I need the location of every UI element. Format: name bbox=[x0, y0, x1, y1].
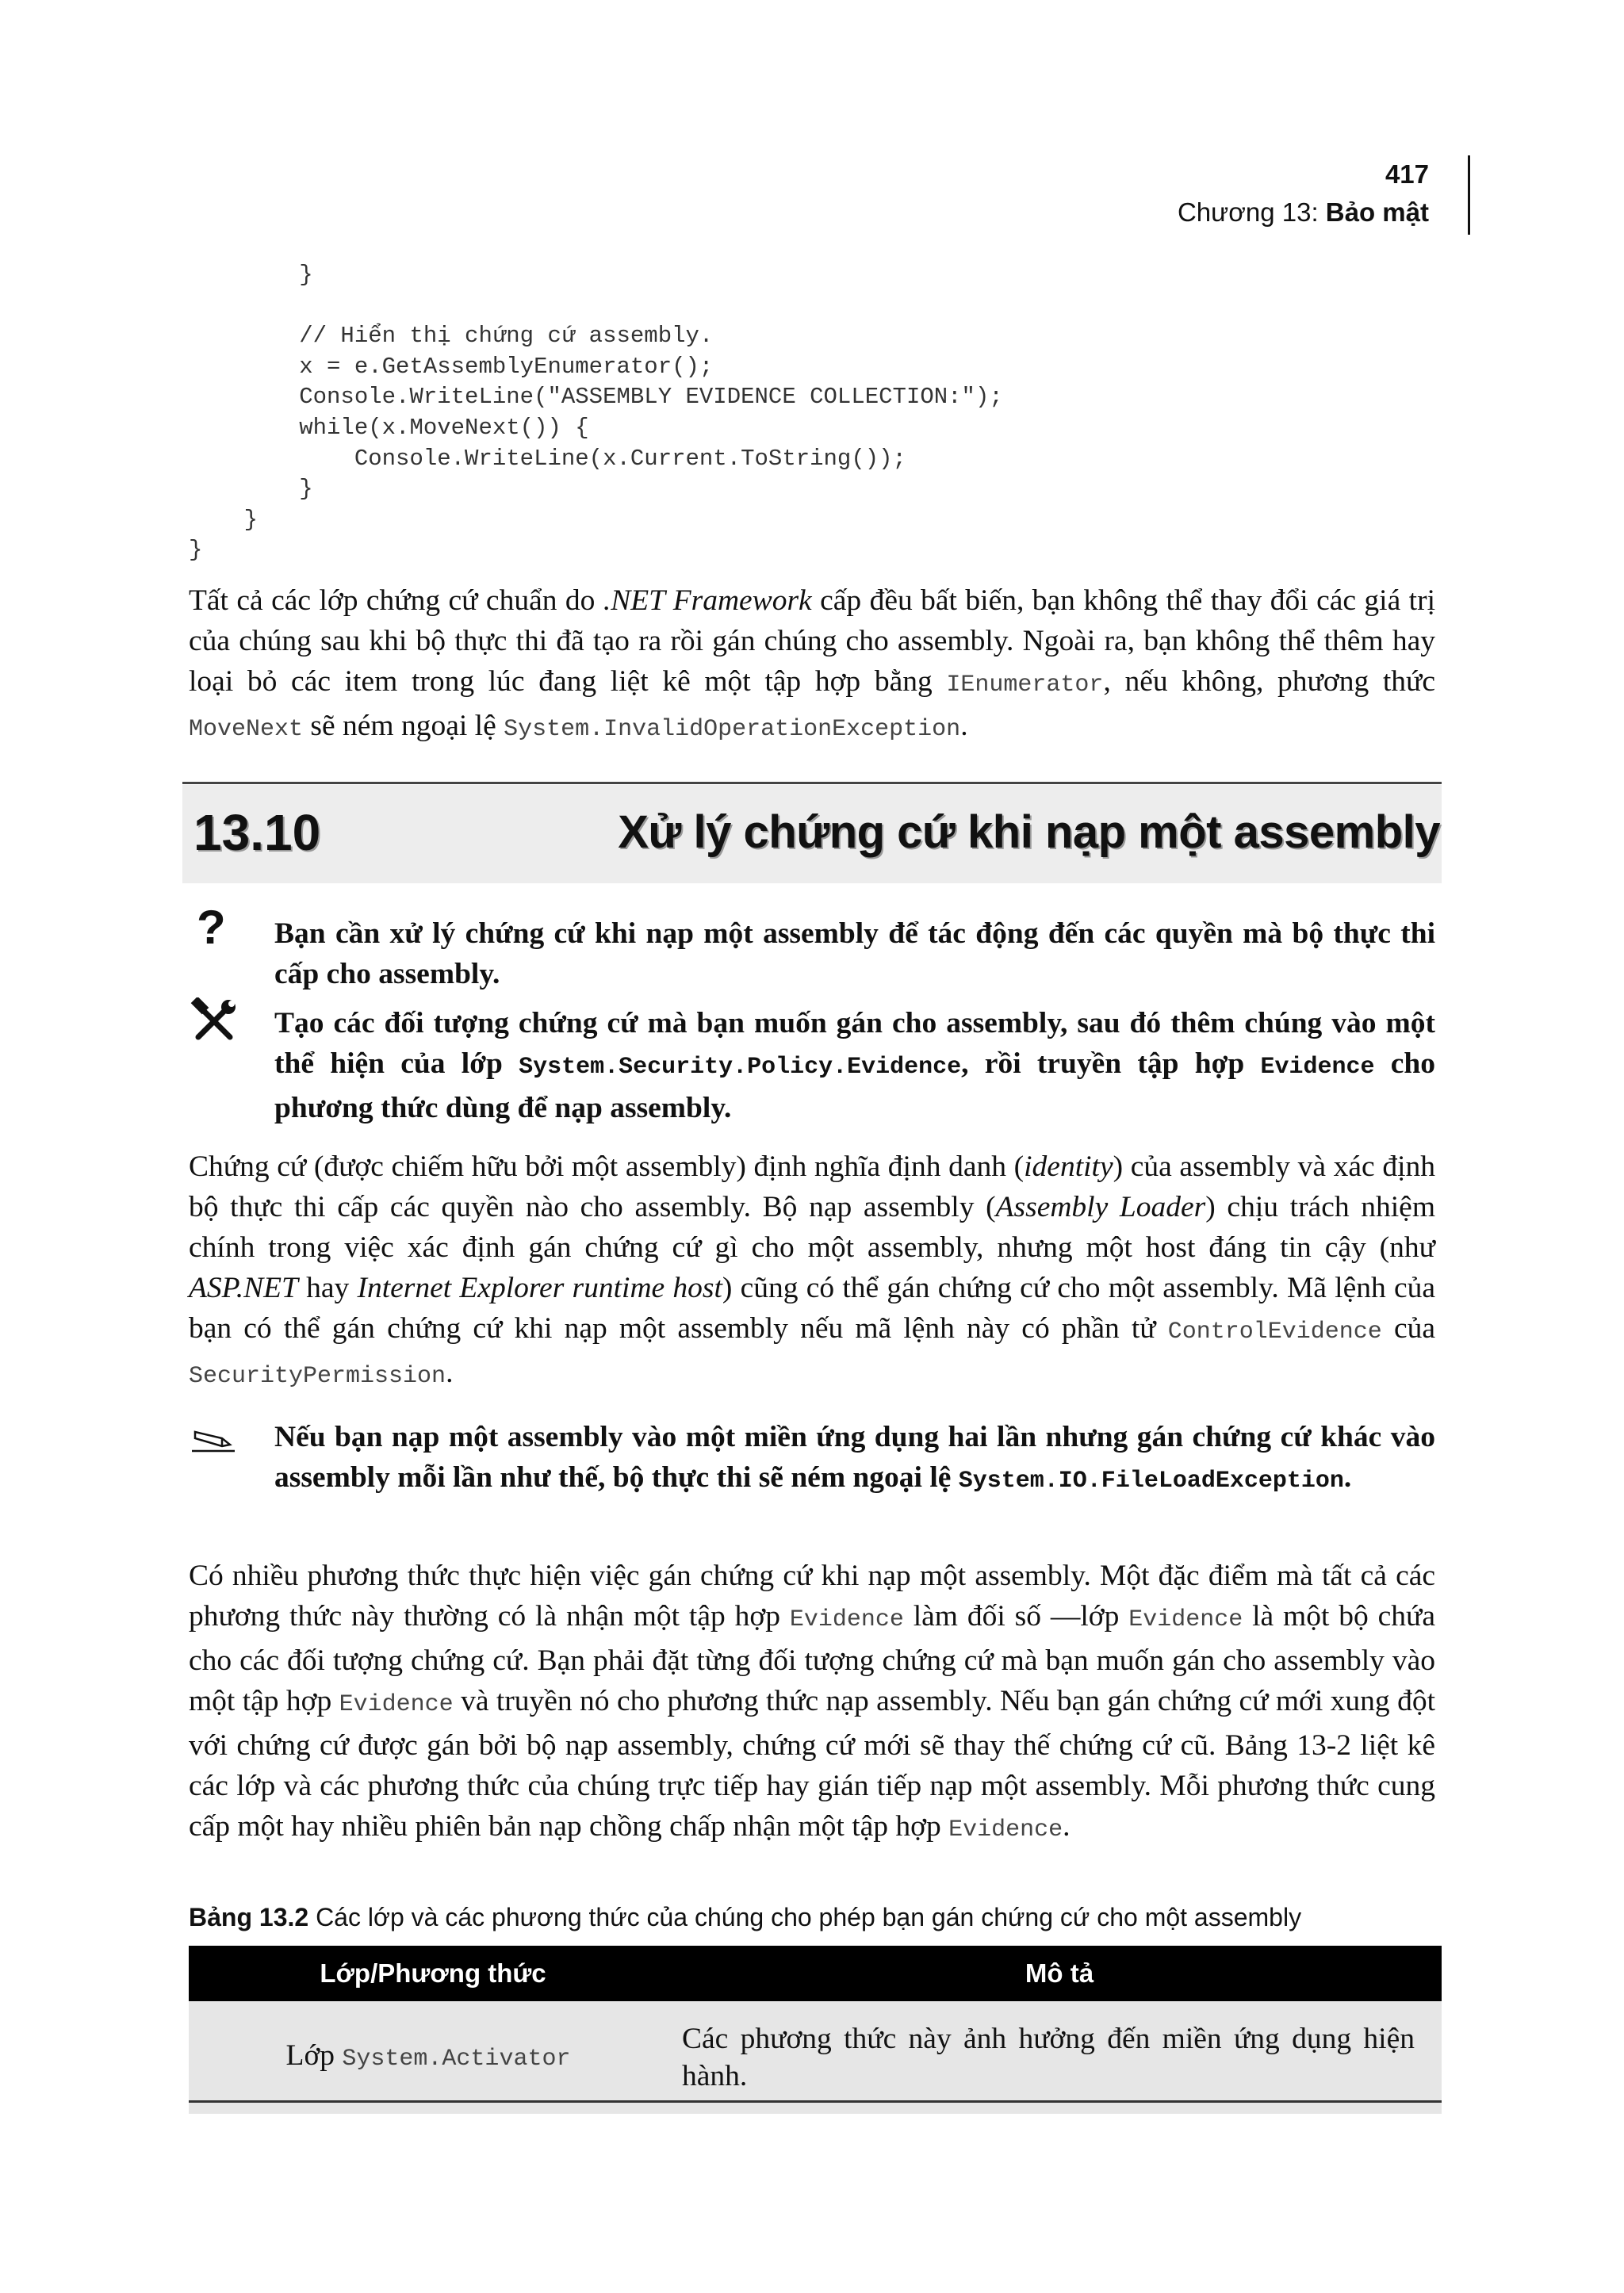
solution-statement: Tạo các đối tượng chứng cứ mà bạn muốn gán cho assembly, sau đó thêm chúng vào một thể hiện của lớp System.Security.Policy.Evidence, rồi truyền tập hợp Evidence cho phương thức dùng để nạp assembly. bbox=[274, 1007, 1435, 1124]
pencil-note-icon bbox=[190, 1414, 238, 1462]
svg-text:?: ? bbox=[197, 904, 226, 951]
section-rule bbox=[182, 782, 1442, 784]
paragraph-immutable-evidence: Tất cả các lớp chứng cứ chuẩn do .NET Framework cấp đều bất biến, bạn không thể thay đổi các giá trị của chúng sau khi bộ thực thi đã tạo ra rồi gán chúng cho assembly. Ngoài ra, bạn không thể thêm hay loại bỏ các item trong lúc đang liệt kê một tập hợp bằng IEnumerator, nếu không, phương thức MoveNext sẽ ném ngoại lệ System.InvalidOperationException. bbox=[189, 584, 1435, 743]
column-header-class-method: Lớp/Phương thức bbox=[189, 1946, 677, 2001]
page-number: 417 bbox=[1385, 159, 1429, 189]
table-row bbox=[189, 2001, 1442, 2114]
code-fileloadexception: System.IO.FileLoadException bbox=[958, 1468, 1344, 1495]
chapter-title: Bảo mật bbox=[1325, 197, 1429, 227]
paragraph-evidence-definition: Chứng cứ (được chiếm hữu bởi một assembly) định nghĩa định danh (identity) của assembly và xác định bộ thực thi cấp các quyền nào cho assembly. Bộ nạp assembly (Assembly Loader) chịu trách nhiệm chính trong việc xác định gán chứng cứ gì cho một assembly, nhưng một host đáng tin cậy (như ASP.NET hay Internet Explorer runtime host) cũng có thể gán chứng cứ cho một assembly. Mã lệnh của bạn có thể gán chứng cứ khi nạp một assembly nếu mã lệnh này có phần tử ControlEvidence của SecurityPermission. bbox=[189, 1150, 1435, 1390]
code-system-activator: System.Activator bbox=[342, 2046, 571, 2073]
code-movenext: MoveNext bbox=[189, 716, 304, 743]
chapter-label: Chương 13: bbox=[1177, 197, 1319, 227]
code-controlevidence: ControlEvidence bbox=[1167, 1319, 1382, 1346]
code-listing: } // Hiển thị chứng cứ assembly. x = e.GetAssemblyEnumerator(); Console.WriteLine("ASSEMBLY EVIDENCE COLLECTION:"); while(x.MoveNext()) { Console.WriteLine(x.Current.ToString()); } } } bbox=[189, 262, 1003, 564]
evidence-methods-table bbox=[189, 1946, 1442, 2114]
code-ienumerator: IEnumerator bbox=[946, 672, 1104, 699]
question-icon bbox=[190, 904, 238, 951]
section-title: Xử lý chứng cứ khi nạp một assembly bbox=[618, 806, 1440, 858]
page-header bbox=[1178, 155, 1450, 232]
column-header-description: Mô tả bbox=[677, 1946, 1442, 2001]
paragraph-evidence-methods: Có nhiều phương thức thực hiện việc gán chứng cứ khi nạp một assembly. Một đặc điểm mà tất cả các phương thức này thường có là nhận một tập hợp Evidence làm đối số —lớp Evidence là một bộ chứa cho các đối tượng chứng cứ. Bạn phải đặt từng đối tượng chứng cứ mà bạn muốn gán cho assembly vào một tập hợp Evidence và truyền nó cho phương thức nạp assembly. Nếu bạn gán chứng cứ mới xung đột với chứng cứ được gán bởi bộ nạp assembly, chứng cứ mới sẽ thay thế chứng cứ cũ. Bảng 13-2 liệt kê các lớp và các phương thức của chúng trực tiếp hay gián tiếp nạp một assembly. Mỗi phương thức cung cấp một hay nhiều phiên bản nạp chồng chấp nhận một tập hợp Evidence. bbox=[189, 1560, 1436, 1843]
code-invalidoperationexception: System.InvalidOperationException bbox=[504, 716, 961, 743]
table-bottom-rule bbox=[189, 2100, 1442, 2103]
code-evidence-class: System.Security.Policy.Evidence bbox=[519, 1054, 962, 1081]
code-securitypermission: SecurityPermission bbox=[189, 1363, 446, 1390]
code-evidence: Evidence bbox=[1260, 1054, 1375, 1081]
note-statement: Nếu bạn nạp một assembly vào một miền ứng dụng hai lần nhưng gán chứng cứ khác vào assembly mỗi lần như thế, bộ thực thi sẽ ném ngoại lệ System.IO.FileLoadException. bbox=[274, 1421, 1435, 1495]
section-number: 13.10 bbox=[193, 804, 321, 861]
table-caption-label: Bảng 13.2 bbox=[189, 1903, 309, 1931]
table-caption-text: Các lớp và các phương thức của chúng cho phép bạn gán chứng cứ cho một assembly bbox=[308, 1903, 1302, 1931]
tools-icon bbox=[190, 997, 238, 1045]
table-header-row bbox=[189, 1946, 1442, 2001]
header-divider bbox=[1468, 155, 1470, 235]
chapter-heading bbox=[1178, 193, 1429, 232]
table-caption bbox=[189, 1900, 1301, 1935]
problem-statement: Bạn cần xử lý chứng cứ khi nạp một assembly để tác động đến các quyền mà bộ thực thi cấp cho assembly. bbox=[274, 917, 1435, 990]
table-cell-description: Các phương thức này ảnh hưởng đến miền ứng dụng hiện hành. bbox=[677, 2001, 1442, 2114]
table-cell-class: Lớp System.Activator bbox=[189, 2001, 677, 2114]
